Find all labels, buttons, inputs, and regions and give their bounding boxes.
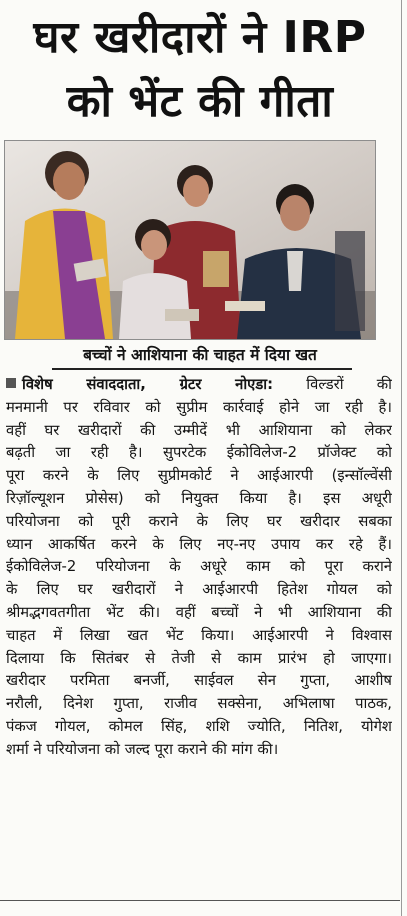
bottom-rule [0, 900, 400, 901]
article-line: रिज़ॉल्यूशन प्रोसेस) को नियुक्त किया है। इस अधूरी [6, 489, 392, 507]
article-line: दिलाया कि सितंबर से तेजी से काम प्रारंभ हो जाएगा। [6, 649, 392, 667]
article-line: के लिए घर खरीदारों ने आईआरपी हितेश गोयल को [6, 581, 392, 599]
article-line: चाहत में लिखा खत भेंट किया। आईआरपी ने विश्वास [6, 626, 392, 644]
article-line: ध्यान आकर्षित करने के लिए नए-नए उपाय कर रहे हैं। [6, 535, 392, 553]
article-line: वहीं घर खरीदारों की उम्मीदें भी आशियाना को लेकर [6, 421, 392, 439]
headline-line-1: घर खरीदारों ने IRP [33, 12, 367, 63]
article-line [6, 374, 392, 397]
article-body [6, 374, 392, 762]
article-line: ईकोविलेज-2 परियोजना के अधूरे काम को पूरा कराने [6, 558, 392, 576]
article-line: बढ़ती जा रही है। सुपरटेक ईकोविलेज-2 प्रॉजेक्ट को [6, 444, 392, 462]
lead-square-icon [6, 378, 16, 388]
article-line-text: विल्डरों की [306, 376, 392, 393]
photo-illustration [5, 141, 375, 339]
article-line: मनमानी पर रविवार को सुप्रीम कार्रवाई होने जा रही है। [6, 398, 392, 416]
article-line: पूरा करने के लिए सुप्रीमकोर्ट ने आईआरपी (इन्सॉल्वेंसी [6, 467, 392, 485]
column-rule [401, 0, 402, 916]
article-line: नरौली, दिनेश गुप्ता, राजीव सक्सेना, अभिलाषा पाठक, [6, 695, 392, 713]
news-photo [4, 140, 376, 340]
caption-underline [52, 368, 352, 370]
headline-line-2: को भेंट की गीता [66, 76, 334, 127]
photo-caption: बच्चों ने आशियाना की चाहत में दिया खत [83, 346, 317, 364]
article-line: परियोजना को पूरी कराने के लिए घर खरीदार सबका [6, 512, 392, 530]
article-line: शर्मा ने परियोजना को जल्द पूरा कराने की मांग की। [6, 740, 279, 758]
article-line: श्रीमद्भगवतगीता भेंट की। वहीं बच्चों ने भी आशियाना की [6, 603, 392, 621]
article-line: पंकज गोयल, कोमल सिंह, शशि ज्योति, नितिश, योगेश [6, 717, 392, 735]
chair-back [335, 231, 365, 331]
byline: विशेष संवाददाता, ग्रेटर नोएडा: [22, 376, 274, 393]
article-line: खरीदार परमिता बनर्जी, साईवल सेन गुप्ता, आशीष [6, 672, 392, 690]
